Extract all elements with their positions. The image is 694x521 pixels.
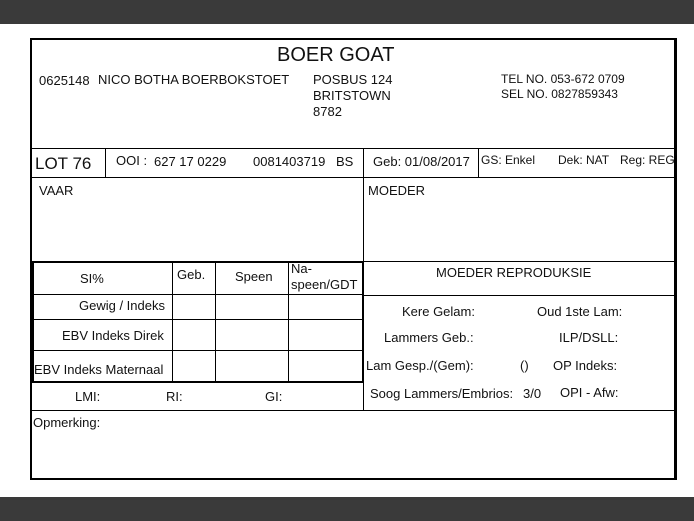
- birth-date: Geb: 01/08/2017: [373, 154, 470, 169]
- telephone-number: TEL NO. 053-672 0709: [501, 72, 625, 86]
- card-title: BOER GOAT: [277, 44, 395, 66]
- lam-gesp-value: (): [520, 358, 529, 373]
- ri-label: RI:: [166, 389, 183, 404]
- row-ebv-direk: EBV Indeks Direk: [62, 328, 164, 343]
- breeder-name: NICO BOTHA BOERBOKSTOET: [98, 72, 290, 87]
- bottom-dark-bar: [0, 497, 694, 521]
- divider: [32, 177, 676, 178]
- ooi-number: 627 17 0229: [154, 154, 227, 169]
- gi-label: GI:: [265, 389, 283, 404]
- row-ebv-maternaal: EBV Indeks Maternaal: [34, 362, 164, 377]
- lmi-label: LMI:: [75, 389, 101, 404]
- goat-lot-card: [30, 38, 677, 480]
- divider: [363, 295, 676, 296]
- col-naspeen-header-1: Na-: [291, 261, 312, 276]
- op-indeks-label: OP Indeks:: [553, 358, 618, 373]
- divider: [478, 148, 479, 177]
- gs-value: GS: Enkel: [481, 153, 536, 167]
- lot-number: LOT 76: [35, 154, 92, 173]
- divider: [105, 148, 106, 177]
- id-number: 0081403719: [253, 154, 326, 169]
- dam-label: MOEDER: [368, 183, 426, 198]
- dek-value: Dek: NAT: [558, 153, 610, 167]
- divider: [32, 350, 364, 351]
- ilp-dsll-label: ILP/DSLL:: [559, 330, 619, 345]
- mother-repro-title: MOEDER REPRODUKSIE: [436, 265, 592, 280]
- soog-value: 3/0: [523, 386, 542, 401]
- remarks-label: Opmerking:: [33, 415, 101, 430]
- divider: [215, 262, 216, 382]
- lammers-geb-label: Lammers Geb.:: [384, 330, 474, 345]
- lam-gesp-label: Lam Gesp./(Gem):: [366, 358, 474, 373]
- col-naspeen-header-2: speen/GDT: [291, 277, 358, 292]
- bs-code: BS: [336, 154, 354, 169]
- si-header: SI%: [80, 271, 104, 286]
- col-geb-header: Geb.: [177, 267, 206, 282]
- sire-label: VAAR: [39, 183, 74, 198]
- reg-value: Reg: REG: [620, 153, 675, 167]
- divider: [32, 148, 676, 149]
- opi-afw-label: OPI - Afw:: [560, 385, 619, 400]
- address-line-1: POSBUS 124: [313, 72, 393, 87]
- top-dark-bar: [0, 0, 694, 24]
- oud-1ste-lam-label: Oud 1ste Lam:: [537, 304, 623, 319]
- divider: [288, 262, 289, 382]
- divider: [32, 319, 364, 320]
- cell-number: SEL NO. 0827859343: [501, 87, 618, 101]
- divider: [32, 294, 364, 295]
- soog-label: Soog Lammers/Embrios:: [370, 386, 514, 401]
- row-gewig-indeks: Gewig / Indeks: [79, 298, 165, 313]
- divider: [363, 148, 364, 177]
- kere-gelam-label: Kere Gelam:: [402, 304, 475, 319]
- col-speen-header: Speen: [235, 269, 273, 284]
- ooi-label: OOI :: [116, 153, 148, 168]
- address-line-2: BRITSTOWN: [313, 88, 391, 103]
- divider: [172, 262, 173, 382]
- address-line-3: 8782: [313, 104, 342, 119]
- breeder-code: 0625148: [39, 73, 90, 88]
- divider: [32, 410, 676, 411]
